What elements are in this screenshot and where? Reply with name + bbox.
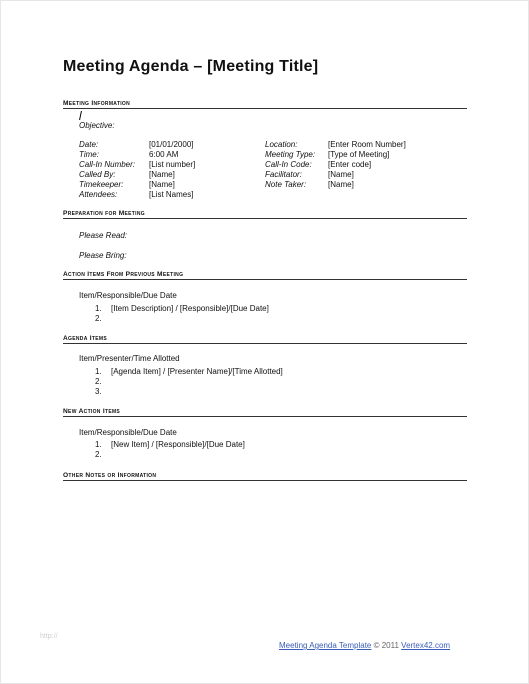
called-by-value: [Name]	[149, 170, 175, 179]
footer-credit	[279, 641, 450, 650]
section-preparation: Preparation for Meeting	[63, 210, 467, 219]
call-in-number-label: Call-In Number:	[79, 160, 136, 169]
objective-label: Objective:	[79, 121, 115, 130]
list-number: 1.	[95, 304, 102, 313]
timekeeper-value: [Name]	[149, 180, 175, 189]
list-number: 3.	[95, 387, 102, 396]
list-number: 1.	[95, 367, 102, 376]
page-title: Meeting Agenda – [Meeting Title]	[63, 58, 319, 75]
list-item: [Item Description] / [Responsible]/[Due Date]	[111, 304, 269, 313]
list-number: 2.	[95, 450, 102, 459]
text-cursor	[79, 111, 82, 120]
time-label: Time:	[79, 150, 99, 159]
facilitator-value: [Name]	[328, 170, 354, 179]
meeting-type-label: Meeting Type:	[265, 150, 316, 159]
note-taker-label: Note Taker:	[265, 180, 307, 189]
section-other-notes: Other Notes or Information	[63, 472, 467, 481]
meeting-type-value: [Type of Meeting]	[328, 150, 390, 159]
timekeeper-label: Timekeeper:	[79, 180, 124, 189]
time-value: 6:00 AM	[149, 150, 179, 159]
date-label: Date:	[79, 140, 99, 149]
location-value: [Enter Room Number]	[328, 140, 406, 149]
attendees-label: Attendees:	[79, 190, 118, 199]
facilitator-label: Facilitator:	[265, 170, 302, 179]
call-in-number-value: [List number]	[149, 160, 196, 169]
date-value: [01/01/2000]	[149, 140, 194, 149]
list-item: [Agenda Item] / [Presenter Name]/[Time Allotted]	[111, 367, 283, 376]
list-item: [New Item] / [Responsible]/[Due Date]	[111, 440, 245, 449]
called-by-label: Called By:	[79, 170, 116, 179]
section-agenda-items: Agenda Items	[63, 335, 467, 344]
section-new-action-items: New Action Items	[63, 408, 467, 417]
watermark-text: http://	[40, 633, 58, 640]
section-action-items-previous: Action Items From Previous Meeting	[63, 271, 467, 280]
call-in-code-value: [Enter code]	[328, 160, 372, 169]
template-link[interactable]: Meeting Agenda Template	[279, 641, 372, 650]
agenda-subhead: Item/Presenter/Time Allotted	[79, 354, 180, 363]
list-number: 1.	[95, 440, 102, 449]
location-label: Location:	[265, 140, 298, 149]
copyright-text: © 2011	[373, 641, 399, 650]
new-action-subhead: Item/Responsible/Due Date	[79, 428, 177, 437]
please-read-label: Please Read:	[79, 231, 128, 240]
vertex42-link[interactable]: Vertex42.com	[401, 641, 451, 650]
note-taker-value: [Name]	[328, 180, 354, 189]
call-in-code-label: Call-In Code:	[265, 160, 312, 169]
list-number: 2.	[95, 377, 102, 386]
action-prev-subhead: Item/Responsible/Due Date	[79, 291, 177, 300]
section-meeting-information: Meeting Information	[63, 100, 467, 109]
please-bring-label: Please Bring:	[79, 251, 127, 260]
attendees-value: [List Names]	[149, 190, 194, 199]
list-number: 2.	[95, 314, 102, 323]
